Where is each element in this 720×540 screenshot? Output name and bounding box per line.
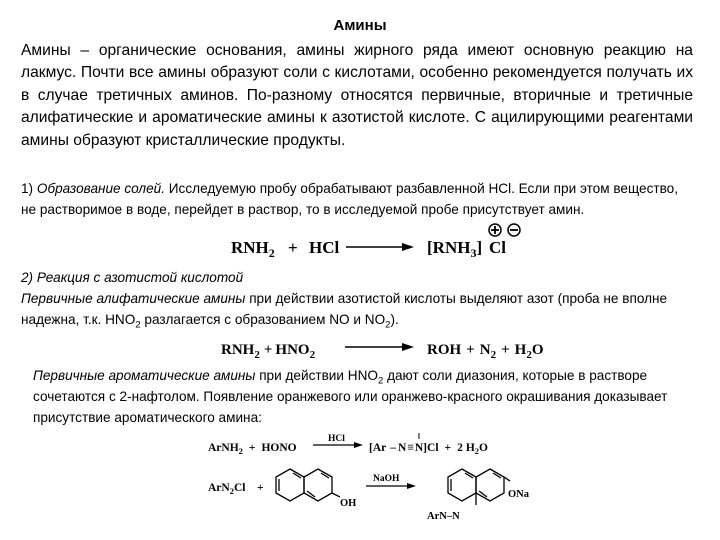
eq2-right-sub2: 2 — [526, 349, 532, 361]
naphthol-structure — [276, 469, 340, 501]
section3-subject: Первичные ароматические амины — [33, 368, 256, 383]
eq2-plus2: + — [466, 342, 475, 358]
equation-diazotization — [208, 433, 488, 456]
svg-text:ArNH2+HONO — [208, 442, 297, 456]
section1-heading: Образование солей. — [36, 181, 165, 196]
section1-text: Исследуемую пробу обрабатывают разбавленной HCl. Если при этом вещество, не растворимое в воде, перейдет в раствор, то в исследуемой пробе присутствует амин. — [21, 181, 678, 217]
eq4-ona: ONa — [508, 489, 529, 500]
eq3-right-sub: 2 — [474, 446, 480, 456]
eq1-left-a: RNH — [231, 238, 269, 257]
eq1-right-sub: 3 — [470, 246, 477, 260]
eq4-left-a: ArN — [208, 482, 230, 494]
eq2-left-sub1: 2 — [254, 349, 260, 361]
minus-charge-icon — [508, 224, 520, 236]
eq2-plus3: + — [501, 342, 510, 358]
section2-text-b: разлагается с образованием NO и NO — [144, 312, 386, 327]
plus-charge-icon — [489, 224, 501, 236]
eq1-right-b: ] — [476, 238, 483, 257]
eq2-left-sub2: 2 — [309, 349, 316, 361]
intro-paragraph: Амины – органические основания, амины жирного ряда имеют основную реакцию на лакмус. Почти все амины образуют соли с кислотами, особенно рекомендуется получать их в случае третичных аминов. По-разному относятся первичные, вторичные и третичные алифатические и ароматические амины к азотистой кислоте. С ацилирующими реагентами амины образуют кристаллические продукты. — [21, 42, 693, 149]
eq3-right-d: H — [465, 442, 475, 454]
svg-text:RNH2+HNO2 — [221, 342, 316, 361]
eq4-azo: ArN–N — [427, 511, 460, 522]
eq1-plus: + — [288, 238, 298, 257]
svg-text:ArN2Cl — [208, 482, 245, 496]
eq1-arrow-head — [402, 243, 414, 251]
eq3-plus2: + — [444, 442, 452, 454]
eq3-left-b: HONO — [261, 442, 297, 454]
eq3-right-c: 2 — [457, 442, 463, 454]
eq2-right-b: N — [479, 342, 491, 358]
eq1-left-sub: 2 — [268, 246, 275, 260]
eq2-right-a: ROH — [427, 342, 462, 358]
eq3-left-a: ArNH — [208, 442, 239, 454]
section2-text-c: ). — [390, 312, 399, 327]
eq4-oh: OH — [340, 498, 357, 509]
equation-nitrous-aliphatic — [221, 342, 543, 361]
eq1-right-c: Cl — [489, 238, 506, 257]
eq2-left-b: HNO — [275, 342, 310, 358]
section3-text-b: дают соли диазония, которые в растворе сочетаются с 2-нафтолом. Появление оранжевого или оранжево-красного окрашивания доказывает присутствие ароматического амина: — [33, 368, 668, 425]
svg-text:[RNH3] — [427, 238, 482, 260]
equation-azo-coupling — [208, 469, 530, 522]
eq2-arrow-head — [402, 343, 414, 351]
svg-text:[Ar–N≡N]Cl+2H2O: [Ar – N≡N]Cl + 2 $H_2O$ — [369, 442, 488, 456]
eq2-right-c: H — [514, 342, 527, 358]
page-title: Амины — [333, 17, 387, 34]
equation-salt — [231, 224, 520, 260]
eq3-right-b: N]Cl — [414, 442, 439, 454]
svg-text:RNH2 — [231, 238, 275, 260]
section2-text-a: при действии азотистой кислоты выделяют азот (проба не вполне надежна, т.к. HNO — [21, 291, 668, 327]
azo-naphthol-structure — [448, 469, 510, 505]
eq3-right-e: O — [479, 442, 488, 454]
section3-sub-a: 2 — [377, 375, 384, 387]
eq3-right-n1: N — [398, 442, 407, 454]
svg-text:ROH+N2+H2O — [427, 342, 543, 361]
eq2-left-a: RNH — [221, 342, 255, 358]
section2-subject: Первичные алифатические амины — [21, 291, 246, 306]
section1-number: 1) — [21, 181, 34, 196]
eq3-arrow-head — [354, 442, 363, 448]
section3-text-a: при действии HNO — [259, 368, 378, 383]
eq1-right-a: [RNH — [427, 238, 471, 257]
eq2-right-sub1: 2 — [490, 349, 497, 361]
eq3-right-a: [Ar — [369, 442, 387, 454]
section2-sub-a: 2 — [135, 319, 141, 331]
eq4-plus: + — [257, 482, 264, 494]
eq2-plus1: + — [263, 342, 273, 358]
eq4-left-b: Cl — [233, 482, 246, 494]
eq1-left-b: HCl — [309, 238, 340, 257]
eq3-reagent: HCl — [328, 434, 345, 444]
eq4-reagent: NaOH — [373, 474, 400, 484]
section2-sub-b: 2 — [385, 319, 391, 331]
eq3-plus1: + — [248, 442, 256, 454]
eq4-left-sub: 2 — [229, 486, 234, 496]
eq4-arrow-head — [407, 483, 416, 489]
eq2-right-d: O — [531, 342, 544, 358]
section2-heading: 2) Реакция с азотистой кислотой — [21, 270, 244, 285]
eq3-left-sub: 2 — [238, 446, 243, 456]
